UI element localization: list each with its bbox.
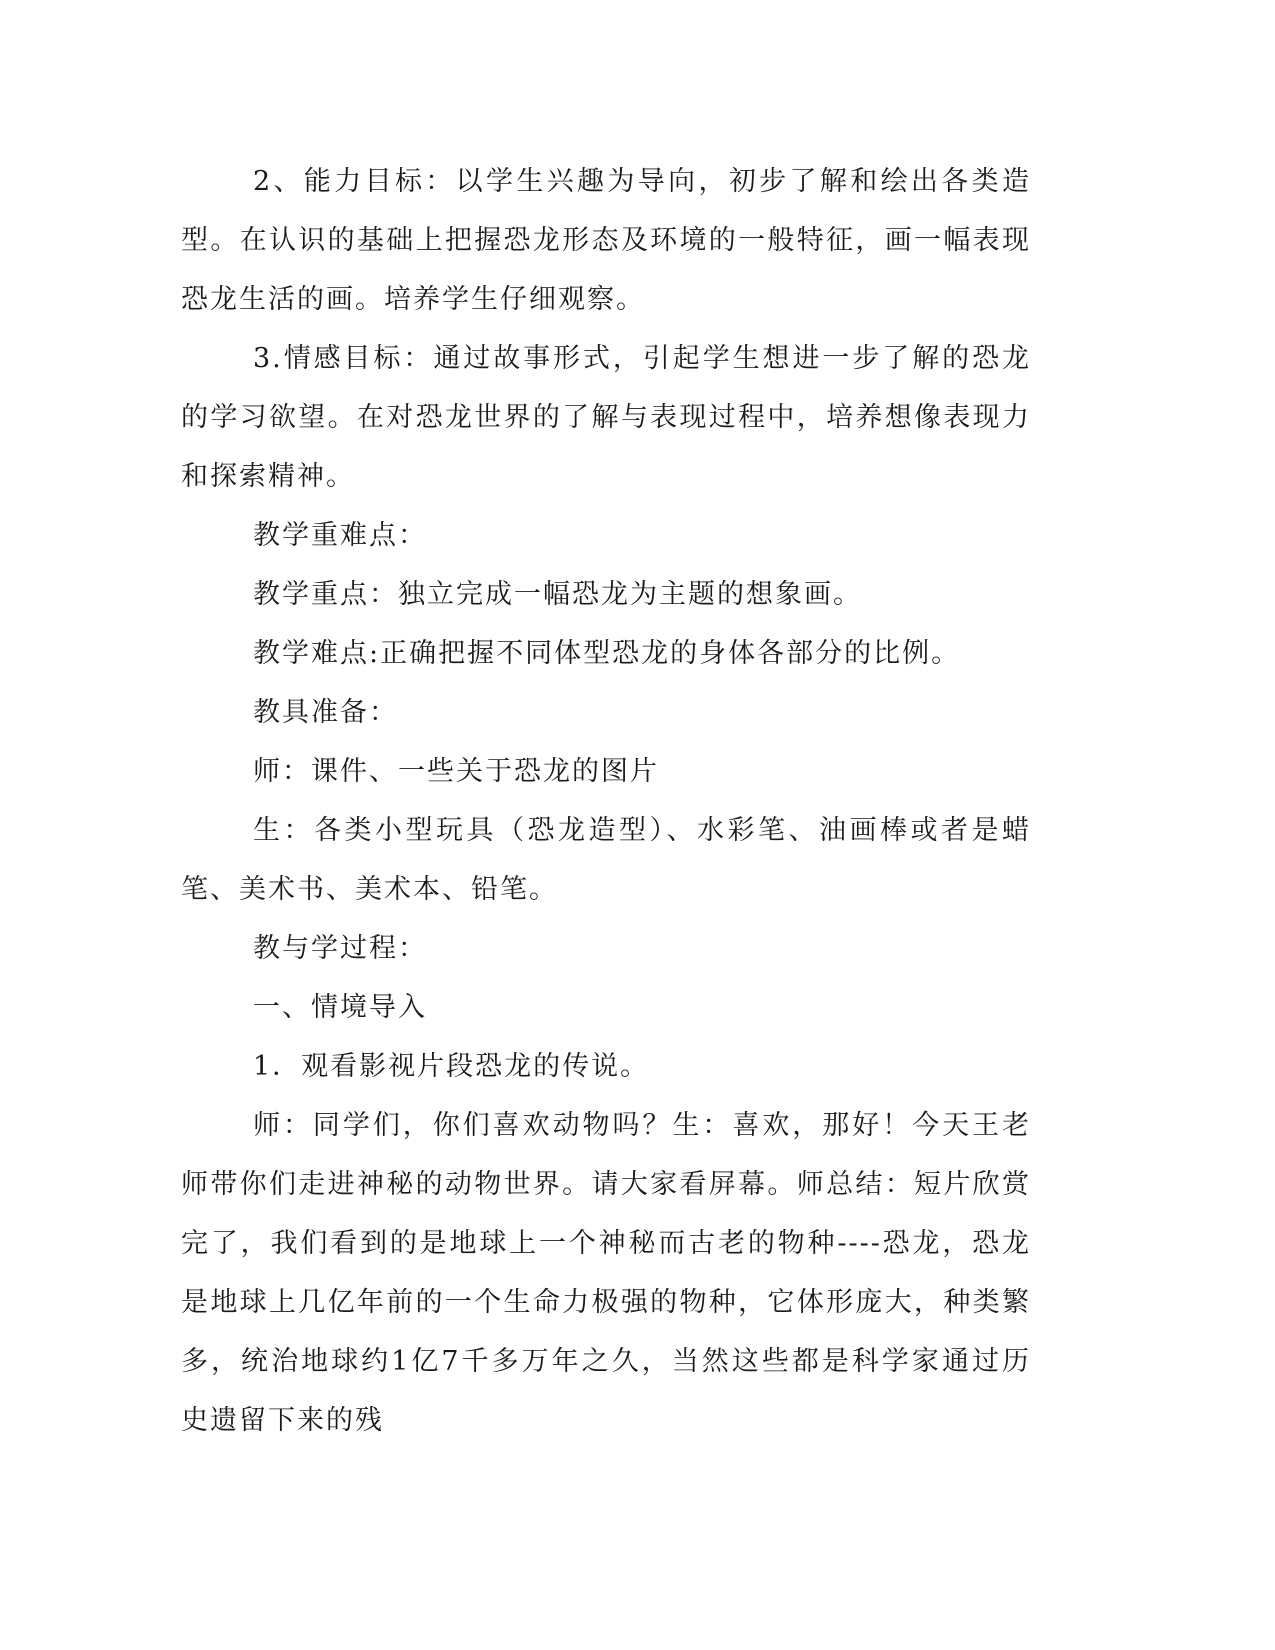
heading-teaching-process: 教与学过程： — [253, 933, 427, 964]
heading-situation-intro: 一、情境导入 — [253, 992, 427, 1023]
paragraph-ability-goal: 2、能力目标：以学生兴趣为导向，初步了解和绘出各类造型。在认识的基础上把握恐龙形态及环境的一般特征，画一幅表现恐龙生活的画。培养学生仔细观察。 — [181, 166, 1031, 315]
heading-teaching-aids: 教具准备： — [253, 697, 398, 728]
paragraph-key-point: 教学重点：独立完成一幅恐龙为主题的想象画。 — [253, 579, 862, 610]
paragraph-difficult-point: 教学难点:正确把握不同体型恐龙的身体各部分的比例。 — [253, 638, 961, 669]
paragraph-watch-video: 1．观看影视片段恐龙的传说。 — [253, 1051, 650, 1082]
paragraph-teacher-aids: 师：课件、一些关于恐龙的图片 — [253, 756, 659, 787]
heading-key-difficult-points: 教学重难点： — [253, 520, 427, 551]
document-body — [181, 152, 1031, 1450]
paragraph-emotion-goal: 3.情感目标：通过故事形式，引起学生想进一步了解的恐龙的学习欲望。在对恐龙世界的了解与表现过程中，培养想像表现力和探索精神。 — [181, 343, 1031, 492]
paragraph-student-aids: 生：各类小型玩具（恐龙造型）、水彩笔、油画棒或者是蜡笔、美术书、美术本、铅笔。 — [181, 815, 1031, 905]
paragraph-teacher-dialogue: 师：同学们，你们喜欢动物吗？生：喜欢，那好！今天王老师带你们走进神秘的动物世界。请大家看屏幕。师总结：短片欣赏完了，我们看到的是地球上一个神秘而古老的物种----恐龙，恐龙是地球上几亿年前的一个生命力极强的物种，它体形庞大，种类繁多，统治地球约1亿7千多万年之久，当然这些都是科学家通过历史遗留下来的残 — [181, 1110, 1031, 1436]
